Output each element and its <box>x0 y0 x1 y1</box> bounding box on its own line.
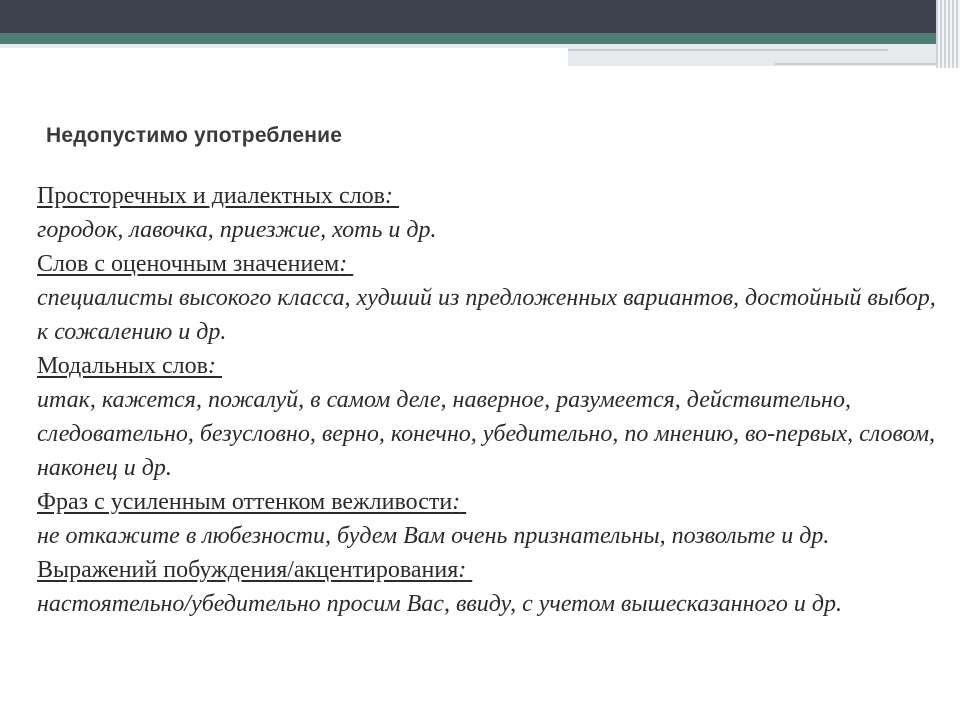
section-heading-colon: : <box>207 353 216 379</box>
section-heading <box>37 247 937 281</box>
section-heading-text: Просторечных и диалектных слов <box>37 183 385 209</box>
header-band-stripes <box>936 0 960 68</box>
section-heading-colon: : <box>385 183 393 209</box>
section-heading-text: Слов с оценочным значением <box>37 251 340 277</box>
header-band-rule <box>568 49 888 51</box>
section-examples: не откажите в любезности, будем Вам очень признательны, позвольте и др. <box>37 523 830 549</box>
section-heading-text: Фраз с усиленным оттенком вежливости <box>37 489 453 515</box>
header-band-rule <box>775 63 945 65</box>
section-heading <box>37 485 937 519</box>
section-heading <box>37 349 937 383</box>
section-heading-colon: : <box>452 489 461 515</box>
section-examples: итак, кажется, пожалуй, в самом деле, наверное, разумеется, действительно, следовательно, безусловно, верно, конечно, убедительно, по мнению, во-первых, словом, наконец и др. <box>37 387 936 481</box>
slide-content <box>37 179 937 621</box>
section-heading-text: Модальных слов <box>37 353 208 379</box>
section-heading <box>37 179 937 213</box>
section-heading <box>37 553 937 587</box>
section-heading-text: Выражений побуждения/акцентирования <box>37 557 459 583</box>
header-band-teal <box>0 33 960 44</box>
section-heading-colon: : <box>339 251 348 277</box>
section-examples: специалисты высокого класса, худший из предложенных вариантов, достойный выбор, к сожалению и др. <box>37 285 936 345</box>
header-band-dark <box>0 0 960 33</box>
section-examples: настоятельно/убедительно просим Вас, ввиду, с учетом вышесказанного и др. <box>37 591 842 617</box>
section-examples: городок, лавочка, приезжие, хоть и др. <box>37 217 437 243</box>
slide-title: Недопустимо употребление <box>46 124 343 147</box>
section-heading-colon: : <box>458 557 467 583</box>
